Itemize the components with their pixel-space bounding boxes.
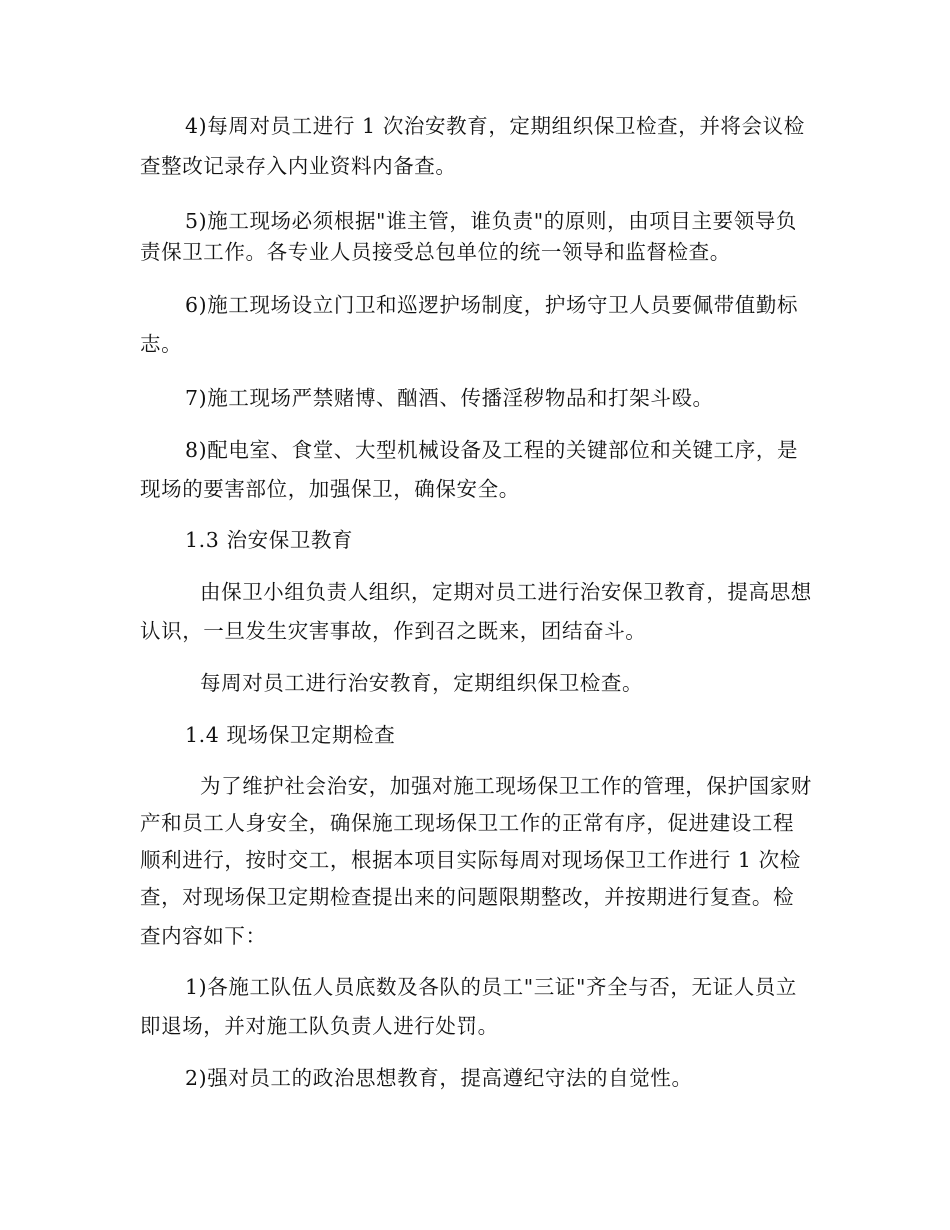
text-line: 顺利进行，按时交工，根据本项目实际每周对现场保卫工作进行 1 次检 xyxy=(140,848,801,872)
text-line: 每周对员工进行治安教育，定期组织保卫检查。 xyxy=(200,671,644,695)
text-line: 8)配电室、食堂、大型机械设备及工程的关键部位和关键工序，是 xyxy=(185,438,799,462)
text-line: 即退场，并对施工队负责人进行处罚。 xyxy=(140,1014,499,1038)
text-line: 产和员工人身安全，确保施工现场保卫工作的正常有序，促进建设工程 xyxy=(140,811,795,835)
text-line: 7)施工现场严禁赌博、酗酒、传播淫秽物品和打架斗殴。 xyxy=(185,386,714,410)
text-line: 5)施工现场必须根据"谁主管，谁负责"的原则，由项目主要领导负 xyxy=(185,209,797,233)
text-line: 由保卫小组负责人组织，定期对员工进行治安保卫教育，提高思想 xyxy=(200,580,812,604)
text-line: 1)各施工队伍人员底数及各队的员工"三证"齐全与否，无证人员立 xyxy=(185,975,797,999)
text-line: 现场的要害部位，加强保卫，确保安全。 xyxy=(140,477,520,501)
section-heading: 1.4 现场保卫定期检查 xyxy=(185,723,396,747)
text-line: 查，对现场保卫定期检查提出来的问题限期整改，并按期进行复查。检 xyxy=(140,885,795,909)
text-line: 4)每周对员工进行 1 次治安教育，定期组织保卫检查，并将会议检 xyxy=(185,114,805,138)
text-line: 为了维护社会治安，加强对施工现场保卫工作的管理，保护国家财 xyxy=(200,774,812,798)
text-line: 查内容如下： xyxy=(140,924,267,948)
text-line: 责保卫工作。各专业人员接受总包单位的统一领导和监督检查。 xyxy=(140,240,731,264)
text-line: 2)强对员工的政治思想教育，提高遵纪守法的自觉性。 xyxy=(185,1066,693,1090)
text-line: 认识，一旦发生灾害事故，作到召之既来，团结奋斗。 xyxy=(140,619,647,643)
text-line: 6)施工现场设立门卫和巡逻护场制度，护场守卫人员要佩带值勤标 xyxy=(185,293,799,317)
section-heading: 1.3 治安保卫教育 xyxy=(185,528,354,552)
text-line: 志。 xyxy=(140,332,183,356)
text-line: 查整改记录存入内业资料内备查。 xyxy=(140,154,457,178)
